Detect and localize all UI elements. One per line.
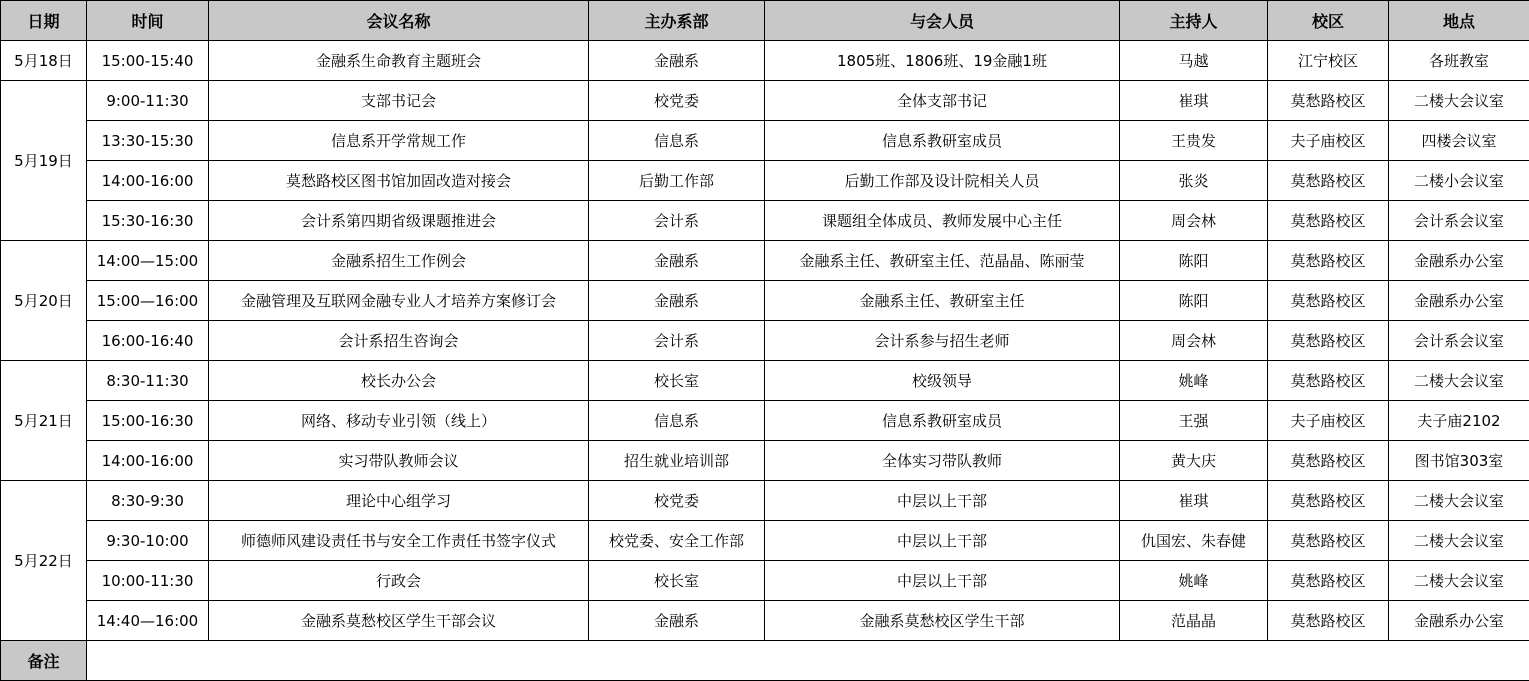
meeting-name-cell: 实习带队教师会议 xyxy=(209,441,589,481)
chair-cell: 陈阳 xyxy=(1120,281,1268,321)
time-cell: 14:40—16:00 xyxy=(87,601,209,641)
meeting-name-cell: 师德师风建设责任书与安全工作责任书签字仪式 xyxy=(209,521,589,561)
host-department-cell: 信息系 xyxy=(589,121,765,161)
host-department-cell: 校长室 xyxy=(589,361,765,401)
time-cell: 8:30-11:30 xyxy=(87,361,209,401)
location-cell: 二楼大会议室 xyxy=(1389,561,1529,601)
chair-cell: 崔琪 xyxy=(1120,481,1268,521)
header-location: 地点 xyxy=(1389,1,1529,41)
location-cell: 二楼大会议室 xyxy=(1389,521,1529,561)
meeting-name-cell: 支部书记会 xyxy=(209,81,589,121)
host-department-cell: 校长室 xyxy=(589,561,765,601)
campus-cell: 夫子庙校区 xyxy=(1268,121,1389,161)
attendees-cell: 会计系参与招生老师 xyxy=(765,321,1120,361)
table-row xyxy=(1,281,1529,321)
attendees-cell: 金融系主任、教研室主任 xyxy=(765,281,1120,321)
attendees-cell: 金融系莫愁校区学生干部 xyxy=(765,601,1120,641)
table-row xyxy=(1,201,1529,241)
chair-cell: 仇国宏、朱春健 xyxy=(1120,521,1268,561)
schedule-body xyxy=(1,41,1529,641)
table-row xyxy=(1,81,1529,121)
attendees-cell: 校级领导 xyxy=(765,361,1120,401)
date-cell: 5月19日 xyxy=(1,81,87,241)
meeting-name-cell: 理论中心组学习 xyxy=(209,481,589,521)
campus-cell: 莫愁路校区 xyxy=(1268,321,1389,361)
meeting-name-cell: 校长办公会 xyxy=(209,361,589,401)
time-cell: 15:30-16:30 xyxy=(87,201,209,241)
time-cell: 9:30-10:00 xyxy=(87,521,209,561)
attendees-cell: 中层以上干部 xyxy=(765,561,1120,601)
chair-cell: 张炎 xyxy=(1120,161,1268,201)
campus-cell: 莫愁路校区 xyxy=(1268,441,1389,481)
header-chair: 主持人 xyxy=(1120,1,1268,41)
host-department-cell: 校党委、安全工作部 xyxy=(589,521,765,561)
attendees-cell: 1805班、1806班、19金融1班 xyxy=(765,41,1120,81)
attendees-cell: 信息系教研室成员 xyxy=(765,121,1120,161)
header-date: 日期 xyxy=(1,1,87,41)
chair-cell: 马越 xyxy=(1120,41,1268,81)
date-cell: 5月21日 xyxy=(1,361,87,481)
location-cell: 二楼大会议室 xyxy=(1389,361,1529,401)
header-host-department: 主办系部 xyxy=(589,1,765,41)
meeting-name-cell: 金融管理及互联网金融专业人才培养方案修订会 xyxy=(209,281,589,321)
time-cell: 9:00-11:30 xyxy=(87,81,209,121)
attendees-cell: 课题组全体成员、教师发展中心主任 xyxy=(765,201,1120,241)
location-cell: 二楼小会议室 xyxy=(1389,161,1529,201)
table-row xyxy=(1,401,1529,441)
header-attendees: 与会人员 xyxy=(765,1,1120,41)
time-cell: 8:30-9:30 xyxy=(87,481,209,521)
header-row xyxy=(1,1,1529,41)
table-row xyxy=(1,561,1529,601)
campus-cell: 莫愁路校区 xyxy=(1268,241,1389,281)
time-cell: 13:30-15:30 xyxy=(87,121,209,161)
time-cell: 10:00-11:30 xyxy=(87,561,209,601)
date-cell: 5月22日 xyxy=(1,481,87,641)
attendees-cell: 金融系主任、教研室主任、范晶晶、陈丽莹 xyxy=(765,241,1120,281)
meeting-name-cell: 网络、移动专业引领（线上） xyxy=(209,401,589,441)
meeting-name-cell: 会计系第四期省级课题推进会 xyxy=(209,201,589,241)
header-meeting-name: 会议名称 xyxy=(209,1,589,41)
location-cell: 四楼会议室 xyxy=(1389,121,1529,161)
meeting-name-cell: 莫愁路校区图书馆加固改造对接会 xyxy=(209,161,589,201)
attendees-cell: 中层以上干部 xyxy=(765,521,1120,561)
meeting-name-cell: 信息系开学常规工作 xyxy=(209,121,589,161)
campus-cell: 莫愁路校区 xyxy=(1268,561,1389,601)
time-cell: 15:00-16:30 xyxy=(87,401,209,441)
remark-row xyxy=(1,641,1529,681)
table-row xyxy=(1,41,1529,81)
chair-cell: 姚峰 xyxy=(1120,361,1268,401)
host-department-cell: 校党委 xyxy=(589,481,765,521)
campus-cell: 莫愁路校区 xyxy=(1268,281,1389,321)
location-cell: 各班教室 xyxy=(1389,41,1529,81)
attendees-cell: 全体支部书记 xyxy=(765,81,1120,121)
host-department-cell: 金融系 xyxy=(589,241,765,281)
remark-value[interactable] xyxy=(87,641,1529,681)
campus-cell: 莫愁路校区 xyxy=(1268,81,1389,121)
time-cell: 14:00-16:00 xyxy=(87,441,209,481)
meeting-name-cell: 金融系莫愁校区学生干部会议 xyxy=(209,601,589,641)
meeting-name-cell: 行政会 xyxy=(209,561,589,601)
table-row xyxy=(1,121,1529,161)
chair-cell: 姚峰 xyxy=(1120,561,1268,601)
attendees-cell: 中层以上干部 xyxy=(765,481,1120,521)
table-row xyxy=(1,521,1529,561)
location-cell: 夫子庙2102 xyxy=(1389,401,1529,441)
location-cell: 二楼大会议室 xyxy=(1389,81,1529,121)
location-cell: 金融系办公室 xyxy=(1389,241,1529,281)
location-cell: 会计系会议室 xyxy=(1389,321,1529,361)
campus-cell: 夫子庙校区 xyxy=(1268,401,1389,441)
time-cell: 14:00—15:00 xyxy=(87,241,209,281)
header-campus: 校区 xyxy=(1268,1,1389,41)
host-department-cell: 信息系 xyxy=(589,401,765,441)
header-time: 时间 xyxy=(87,1,209,41)
table-row xyxy=(1,321,1529,361)
location-cell: 金融系办公室 xyxy=(1389,601,1529,641)
table-row xyxy=(1,441,1529,481)
chair-cell: 黄大庆 xyxy=(1120,441,1268,481)
host-department-cell: 金融系 xyxy=(589,281,765,321)
chair-cell: 崔琪 xyxy=(1120,81,1268,121)
campus-cell: 莫愁路校区 xyxy=(1268,161,1389,201)
host-department-cell: 金融系 xyxy=(589,601,765,641)
time-cell: 16:00-16:40 xyxy=(87,321,209,361)
host-department-cell: 校党委 xyxy=(589,81,765,121)
attendees-cell: 信息系教研室成员 xyxy=(765,401,1120,441)
campus-cell: 江宁校区 xyxy=(1268,41,1389,81)
campus-cell: 莫愁路校区 xyxy=(1268,601,1389,641)
attendees-cell: 后勤工作部及设计院相关人员 xyxy=(765,161,1120,201)
chair-cell: 周会林 xyxy=(1120,321,1268,361)
date-cell: 5月20日 xyxy=(1,241,87,361)
location-cell: 二楼大会议室 xyxy=(1389,481,1529,521)
host-department-cell: 会计系 xyxy=(589,321,765,361)
location-cell: 图书馆303室 xyxy=(1389,441,1529,481)
time-cell: 15:00-15:40 xyxy=(87,41,209,81)
campus-cell: 莫愁路校区 xyxy=(1268,361,1389,401)
meeting-name-cell: 金融系生命教育主题班会 xyxy=(209,41,589,81)
location-cell: 金融系办公室 xyxy=(1389,281,1529,321)
campus-cell: 莫愁路校区 xyxy=(1268,201,1389,241)
host-department-cell: 会计系 xyxy=(589,201,765,241)
table-row xyxy=(1,361,1529,401)
chair-cell: 王强 xyxy=(1120,401,1268,441)
host-department-cell: 后勤工作部 xyxy=(589,161,765,201)
campus-cell: 莫愁路校区 xyxy=(1268,481,1389,521)
location-cell: 会计系会议室 xyxy=(1389,201,1529,241)
chair-cell: 范晶晶 xyxy=(1120,601,1268,641)
chair-cell: 陈阳 xyxy=(1120,241,1268,281)
time-cell: 15:00—16:00 xyxy=(87,281,209,321)
chair-cell: 王贵发 xyxy=(1120,121,1268,161)
chair-cell: 周会林 xyxy=(1120,201,1268,241)
table-row xyxy=(1,481,1529,521)
campus-cell: 莫愁路校区 xyxy=(1268,521,1389,561)
remark-label: 备注 xyxy=(1,641,87,681)
meeting-name-cell: 金融系招生工作例会 xyxy=(209,241,589,281)
time-cell: 14:00-16:00 xyxy=(87,161,209,201)
host-department-cell: 招生就业培训部 xyxy=(589,441,765,481)
table-row xyxy=(1,601,1529,641)
meeting-name-cell: 会计系招生咨询会 xyxy=(209,321,589,361)
table-row xyxy=(1,161,1529,201)
table-row xyxy=(1,241,1529,281)
attendees-cell: 全体实习带队教师 xyxy=(765,441,1120,481)
host-department-cell: 金融系 xyxy=(589,41,765,81)
date-cell: 5月18日 xyxy=(1,41,87,81)
